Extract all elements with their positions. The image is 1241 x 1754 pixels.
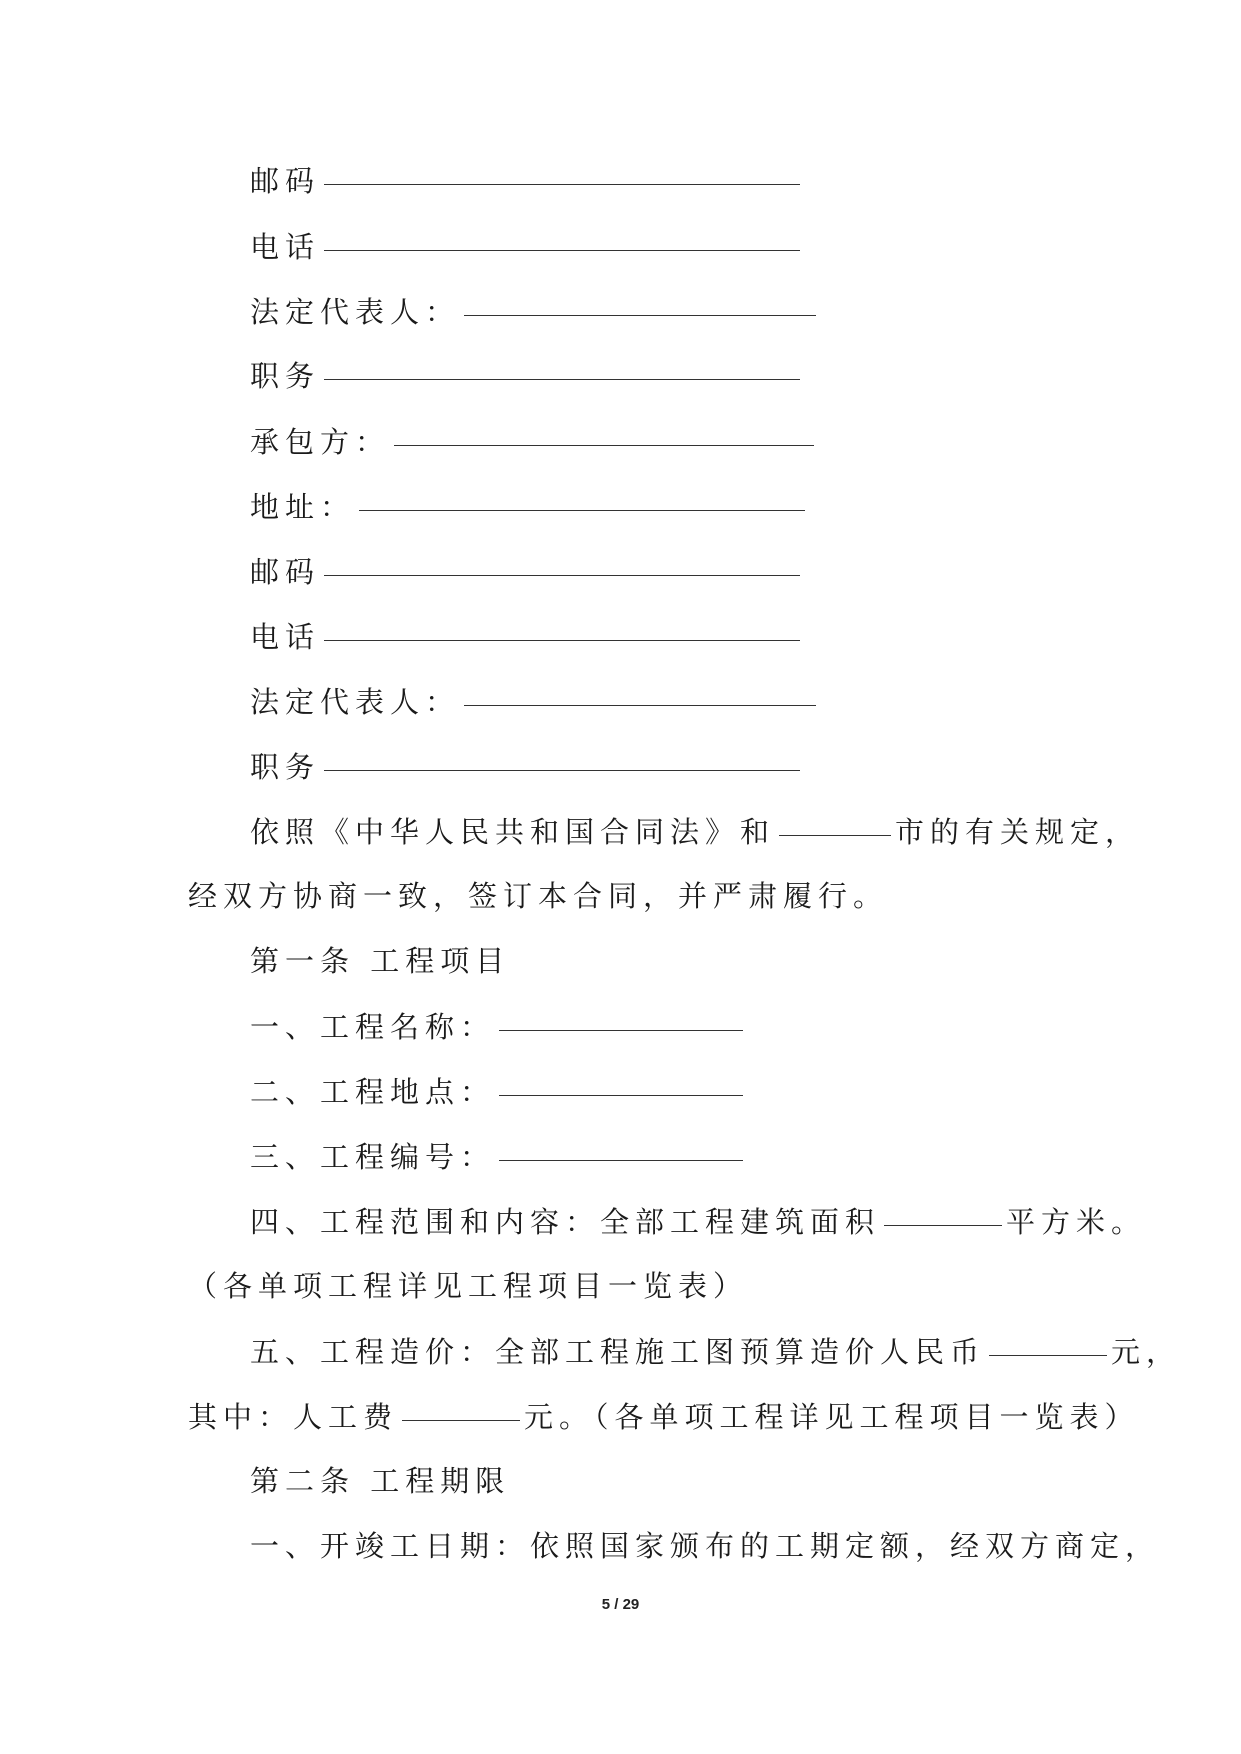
- project-name-blank[interactable]: [499, 1000, 743, 1031]
- project-scope-row: [250, 1201, 1146, 1242]
- party-b-address-row: [250, 486, 809, 527]
- legal-rep-label: 法定代表人：: [250, 685, 461, 719]
- party-b-phone-row: [250, 616, 804, 657]
- project-name-label: 一、工程名称：: [250, 1010, 496, 1044]
- article-2-heading: [250, 1461, 510, 1501]
- phone-blank[interactable]: [324, 610, 800, 641]
- labor-cost-row: [188, 1396, 1140, 1437]
- legal-rep-label: 法定代表人：: [250, 295, 461, 329]
- project-number-row: [250, 1136, 747, 1177]
- page-number: 5 / 29: [601, 1596, 640, 1613]
- article-1-heading: [250, 941, 510, 981]
- project-scope-note: [188, 1266, 748, 1306]
- preamble-text: 依照《中华人民共和国合同法》和: [250, 815, 776, 849]
- article-heading: 第二条 工程期限: [250, 1464, 511, 1498]
- schedule-row: [250, 1526, 1160, 1566]
- party-a-postcode-row: [250, 160, 804, 201]
- address-blank[interactable]: [359, 480, 805, 511]
- schedule-text: 一、开竣工日期：依照国家颁布的工期定额，经双方商定，: [250, 1529, 1161, 1563]
- project-scope-text: 平方米。: [1006, 1205, 1147, 1239]
- cost-blank[interactable]: [989, 1325, 1107, 1356]
- city-blank[interactable]: [779, 805, 891, 836]
- postcode-label: 邮码: [250, 555, 321, 589]
- labor-cost-text: 元。（各单项工程详见工程项目一览表）: [524, 1400, 1140, 1434]
- legal-rep-blank[interactable]: [464, 285, 816, 316]
- party-b-legal-rep-row: [250, 681, 820, 722]
- position-label: 职务: [250, 750, 321, 784]
- scope-note-text: （各单项工程详见工程项目一览表）: [188, 1269, 749, 1303]
- project-cost-row: [250, 1331, 1181, 1372]
- labor-cost-text: 其中：人工费: [188, 1400, 399, 1434]
- phone-label: 电话: [250, 230, 321, 264]
- preamble-line-1: [250, 811, 1140, 852]
- postcode-blank[interactable]: [324, 154, 800, 185]
- project-number-blank[interactable]: [499, 1130, 743, 1161]
- project-name-row: [250, 1006, 747, 1047]
- labor-cost-blank[interactable]: [402, 1390, 520, 1421]
- position-label: 职务: [250, 359, 321, 393]
- project-cost-text: 五、工程造价：全部工程施工图预算造价人民币: [250, 1335, 986, 1369]
- article-heading: 第一条 工程项目: [250, 944, 511, 978]
- project-scope-text: 四、工程范围和内容：全部工程建筑面积: [250, 1205, 881, 1239]
- preamble-text: 经双方协商一致，签订本合同，并严肃履行。: [188, 879, 889, 913]
- project-location-label: 二、工程地点：: [250, 1075, 496, 1109]
- phone-blank[interactable]: [324, 220, 800, 251]
- party-b-title-row: [250, 421, 818, 462]
- project-number-label: 三、工程编号：: [250, 1140, 496, 1174]
- party-a-legal-rep-row: [250, 291, 820, 332]
- preamble-line-2: [188, 876, 888, 916]
- party-b-postcode-row: [250, 551, 804, 592]
- project-location-row: [250, 1071, 747, 1112]
- legal-rep-blank[interactable]: [464, 675, 816, 706]
- party-a-position-row: [250, 355, 804, 396]
- preamble-text: 市的有关规定，: [895, 815, 1141, 849]
- contractor-blank[interactable]: [394, 415, 814, 446]
- address-label: 地址：: [250, 490, 356, 524]
- contractor-label: 承包方：: [250, 425, 391, 459]
- postcode-blank[interactable]: [324, 545, 800, 576]
- position-blank[interactable]: [324, 349, 800, 380]
- postcode-label: 邮码: [250, 164, 321, 198]
- phone-label: 电话: [250, 620, 321, 654]
- project-cost-text: 元，: [1111, 1335, 1182, 1369]
- project-location-blank[interactable]: [499, 1065, 743, 1096]
- party-a-phone-row: [250, 226, 804, 267]
- area-blank[interactable]: [884, 1195, 1002, 1226]
- position-blank[interactable]: [324, 740, 800, 771]
- party-b-position-row: [250, 746, 804, 787]
